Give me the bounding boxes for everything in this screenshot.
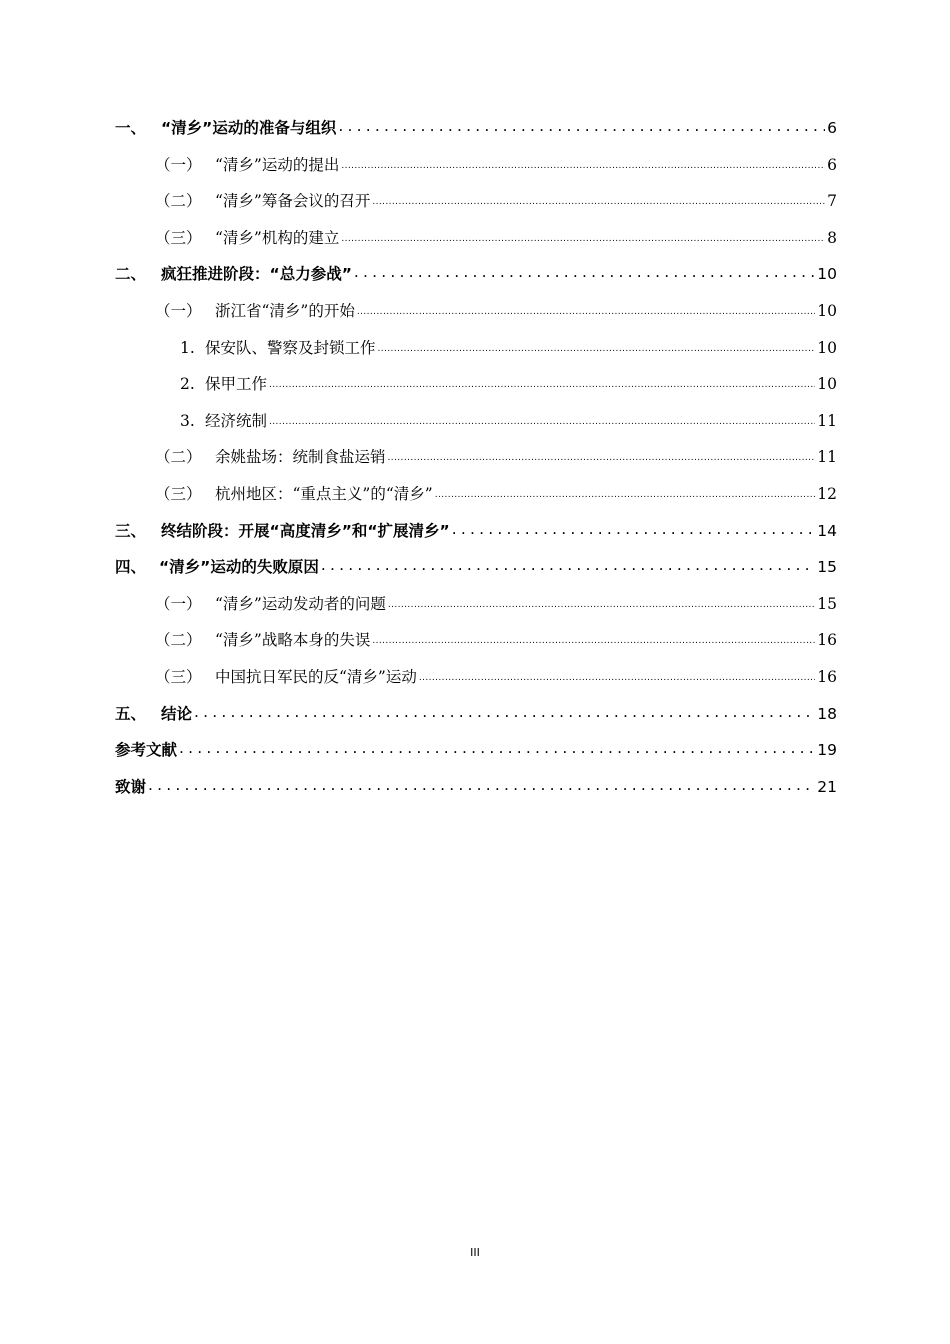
toc-entry-number: 3. <box>180 411 195 430</box>
toc-entry-title: “清乡”战略本身的失误 <box>215 631 371 650</box>
table-of-contents <box>115 110 837 805</box>
toc-entry-number: 2. <box>180 375 195 394</box>
toc-entry-number: （三） <box>155 484 202 503</box>
toc-entry-page: 21 <box>817 777 837 796</box>
toc-entry[interactable] <box>115 147 837 184</box>
toc-leader-dots <box>357 294 815 331</box>
toc-leader-dots <box>148 767 815 804</box>
toc-entry-number: （二） <box>155 631 202 650</box>
toc-leader-dots <box>378 331 816 368</box>
toc-entry[interactable] <box>115 366 837 403</box>
toc-leader-dots <box>388 440 816 477</box>
toc-leader-dots <box>419 660 815 697</box>
toc-entry[interactable] <box>115 439 837 476</box>
toc-entry-number: 三、 <box>115 521 147 540</box>
toc-entry-title: 终结阶段：开展“高度清乡”和“扩展清乡” <box>161 521 450 540</box>
toc-entry[interactable] <box>115 293 837 330</box>
toc-entry-title: “清乡”筹备会议的召开 <box>215 192 371 211</box>
toc-entry-title: “清乡”运动的提出 <box>215 155 340 174</box>
toc-leader-dots <box>321 547 815 584</box>
toc-entry-title: 结论 <box>161 704 193 723</box>
toc-entry[interactable] <box>115 696 837 733</box>
toc-entry[interactable] <box>115 732 837 769</box>
toc-entry-page: 15 <box>817 558 837 577</box>
toc-entry-page: 11 <box>817 448 837 467</box>
toc-entry-page: 16 <box>817 667 837 686</box>
toc-entry-number: （一） <box>155 594 202 613</box>
toc-entry-title: 参考文献 <box>115 741 178 760</box>
toc-entry[interactable] <box>115 330 837 367</box>
toc-entry-title: 保甲工作 <box>205 375 268 394</box>
toc-entry-title: 浙江省“清乡”的开始 <box>215 301 355 320</box>
toc-entry[interactable] <box>115 403 837 440</box>
toc-entry-title: “清乡”运动的失败原因 <box>159 558 319 577</box>
toc-entry-page: 7 <box>827 192 837 211</box>
toc-leader-dots <box>435 477 816 514</box>
toc-entry-title: “清乡”运动的准备与组织 <box>161 119 337 137</box>
toc-entry-number: （一） <box>155 301 202 320</box>
toc-entry[interactable] <box>115 476 837 513</box>
toc-leader-dots <box>372 623 815 660</box>
toc-entry-number: 四、 <box>115 558 147 577</box>
toc-entry-number: （三） <box>155 667 202 686</box>
toc-leader-dots <box>341 148 825 185</box>
toc-entry-number: （一） <box>155 155 202 174</box>
toc-leader-dots <box>372 184 825 221</box>
toc-entry[interactable] <box>115 769 837 806</box>
toc-entry[interactable] <box>115 513 837 550</box>
toc-entry-page: 15 <box>817 594 837 613</box>
toc-leader-dots <box>388 587 815 624</box>
toc-entry-page: 8 <box>827 228 837 247</box>
toc-entry[interactable] <box>115 220 837 257</box>
toc-entry-page: 11 <box>817 411 837 430</box>
toc-entry[interactable] <box>115 586 837 623</box>
toc-entry-page: 10 <box>817 265 837 284</box>
toc-entry-title: 中国抗日军民的反“清乡”运动 <box>215 667 417 686</box>
toc-entry-number: 1. <box>180 338 195 357</box>
toc-entry-title: 疯狂推进阶段：“总力参战” <box>161 265 352 284</box>
toc-entry-page: 10 <box>817 375 837 394</box>
toc-entry[interactable] <box>115 183 837 220</box>
toc-entry[interactable] <box>115 549 837 586</box>
toc-entry-page: 16 <box>817 631 837 650</box>
toc-entry-number: （二） <box>155 192 202 211</box>
toc-entry-number: （三） <box>155 228 202 247</box>
toc-entry-number: 五、 <box>115 704 147 723</box>
toc-leader-dots <box>341 221 825 258</box>
toc-entry-page: 10 <box>817 301 837 320</box>
toc-entry[interactable] <box>115 622 837 659</box>
toc-entry-page: 12 <box>817 484 837 503</box>
toc-entry-page: 10 <box>817 338 837 357</box>
toc-entry-page: 6 <box>827 155 837 174</box>
toc-entry-title: 经济统制 <box>205 411 268 430</box>
toc-entry-title: 杭州地区：“重点主义”的“清乡” <box>215 484 433 503</box>
toc-leader-dots <box>452 511 816 548</box>
toc-leader-dots <box>179 730 815 767</box>
toc-entry-page: 19 <box>817 741 837 760</box>
toc-entry-title: 余姚盐场：统制食盐运销 <box>215 448 386 467</box>
toc-entry-title: “清乡”运动发动者的问题 <box>215 594 386 613</box>
toc-leader-dots <box>194 694 815 731</box>
toc-entry-number: 一、 <box>115 119 147 137</box>
toc-leader-dots <box>354 254 815 291</box>
toc-entry-number: 二、 <box>115 265 147 284</box>
toc-entry-title: 保安队、警察及封锁工作 <box>205 338 376 357</box>
toc-leader-dots <box>338 108 825 145</box>
page-number: III <box>470 1246 480 1259</box>
toc-entry[interactable] <box>115 110 837 147</box>
toc-entry[interactable] <box>115 659 837 696</box>
toc-entry-page: 18 <box>817 704 837 723</box>
toc-entry-title: “清乡”机构的建立 <box>215 228 340 247</box>
toc-entry-title: 致谢 <box>115 777 147 796</box>
toc-leader-dots <box>269 367 815 404</box>
toc-entry-page: 14 <box>817 521 837 540</box>
toc-entry-number: （二） <box>155 448 202 467</box>
toc-entry-page: 6 <box>827 119 837 137</box>
toc-entry[interactable] <box>115 256 837 293</box>
toc-leader-dots <box>269 404 815 441</box>
